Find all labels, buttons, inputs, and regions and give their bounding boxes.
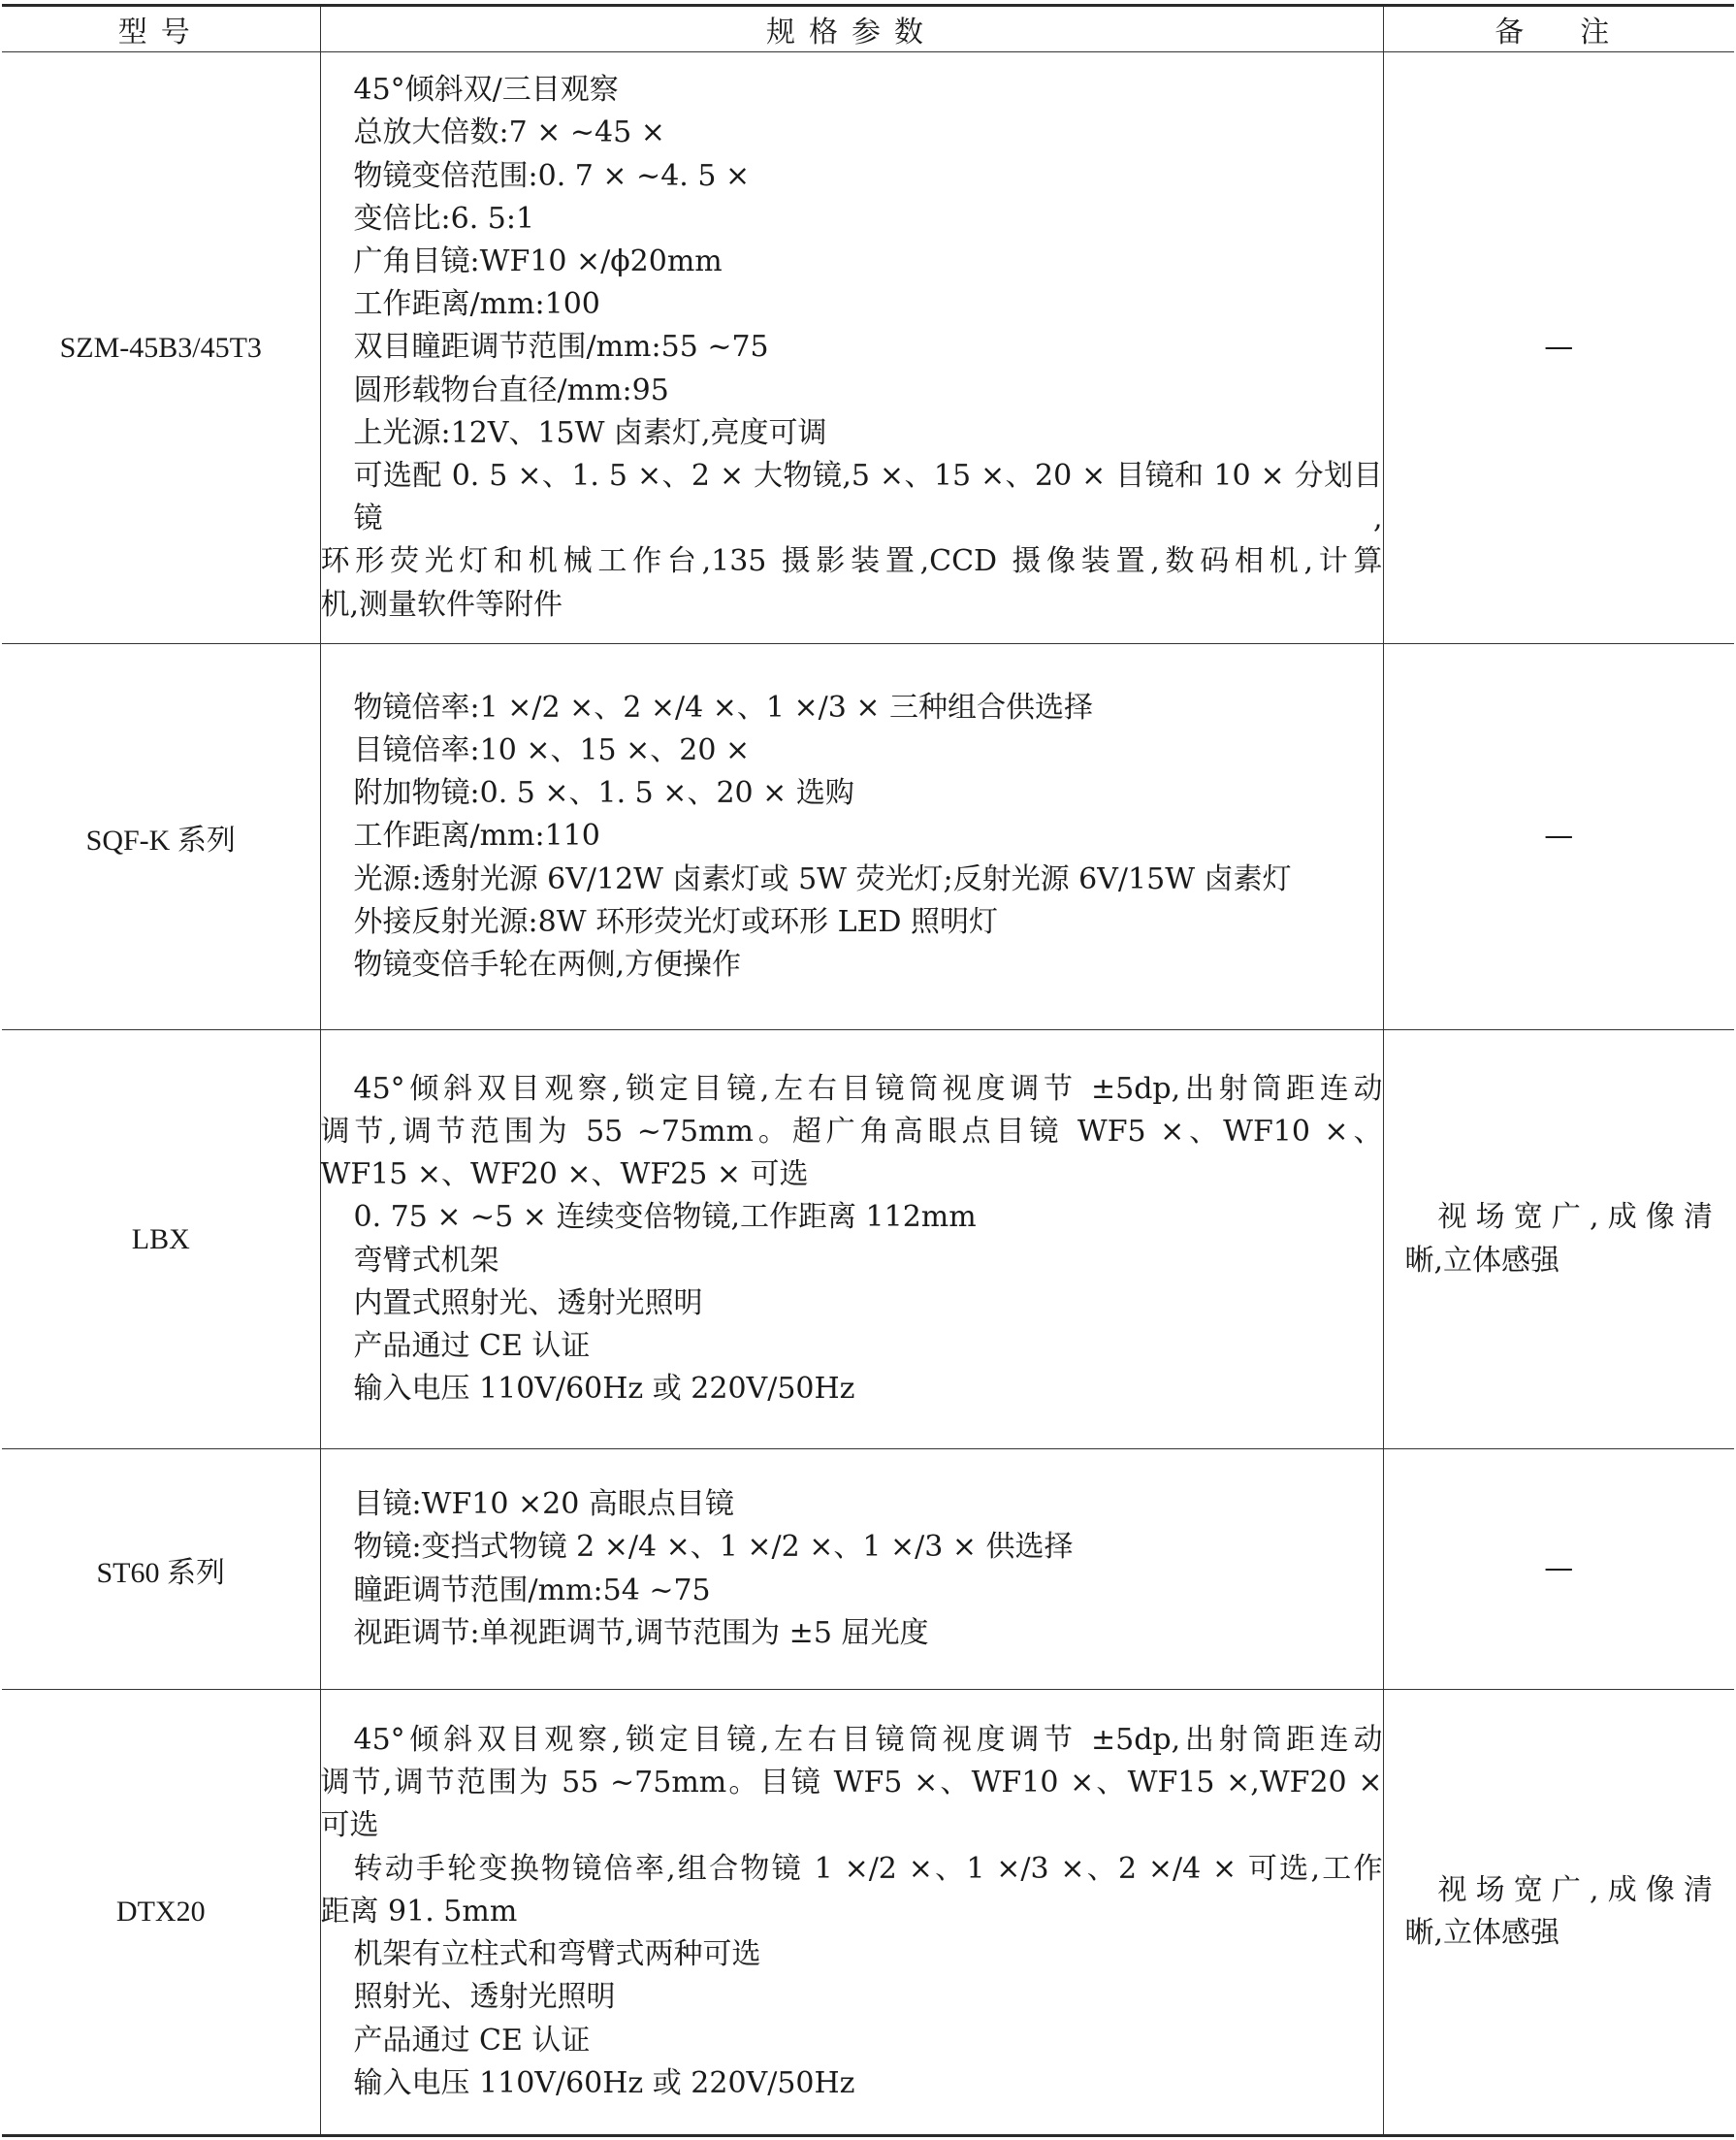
- header-remark: 备 注: [1383, 6, 1734, 52]
- spec-line: 照射光、透射光照明: [353, 1980, 616, 2015]
- remark-line: 视场宽广,成像清: [1437, 1200, 1713, 1235]
- spec-line: 附加物镜:0. 5 ×、1. 5 ×、20 × 选购: [353, 776, 854, 811]
- table-row: [2, 1449, 1734, 1690]
- spec-cell: [320, 1449, 1383, 1690]
- spec-line: 物镜变倍手轮在两侧,方便操作: [353, 948, 742, 982]
- spec-line: 调节,调节范围为 55 ~75mm。目镜 WF5 ×、WF10 ×、WF15 ×,WF20 ×: [320, 1766, 1383, 1800]
- spec-line: 上光源:12V、15W 卤素灯,亮度可调: [353, 415, 827, 450]
- spec-line: 光源:透射光源 6V/12W 卤素灯或 5W 荧光灯;反射光源 6V/15W 卤素灯: [353, 861, 1292, 896]
- remark-line: 晰,立体感强: [1404, 1916, 1560, 1950]
- spec-line: 转动手轮变换物镜倍率,组合物镜 1 ×/2 ×、1 ×/3 ×、2 ×/4 × 可选,工作: [353, 1851, 1383, 1886]
- remark-line: 晰,立体感强: [1404, 1243, 1560, 1278]
- remark-cell: —: [1383, 1449, 1734, 1690]
- spec-cell: [320, 1690, 1383, 2136]
- spec-line: 视距调节:单视距调节,调节范围为 ±5 屈光度: [353, 1615, 929, 1650]
- spec-line: 可选: [320, 1808, 379, 1843]
- spec-line: 工作距离/mm:100: [353, 287, 600, 322]
- spec-line: 总放大倍数:7 × ~45 ×: [353, 115, 665, 150]
- spec-line: 45°倾斜双目观察,锁定目镜,左右目镜筒视度调节 ±5dp,出射筒距连动: [353, 1071, 1383, 1106]
- remark-cell: —: [1383, 52, 1734, 644]
- spec-line: 目镜倍率:10 ×、15 ×、20 ×: [353, 732, 751, 767]
- table-row: [2, 52, 1734, 644]
- spec-line: 可选配 0. 5 ×、1. 5 ×、2 × 大物镜,5 ×、15 ×、20 × 目镜和 10 × 分划目镜,: [353, 459, 1383, 536]
- spec-cell: [320, 1030, 1383, 1449]
- spec-line: 0. 75 × ~5 × 连续变倍物镜,工作距离 112mm: [353, 1200, 977, 1235]
- spec-table: [2, 4, 1734, 2137]
- spec-line: 瞳距调节范围/mm:54 ~75: [353, 1573, 711, 1607]
- remark-cell: [1383, 1030, 1734, 1449]
- spec-line: 输入电压 110V/60Hz 或 220V/50Hz: [353, 2065, 855, 2100]
- model-cell: DTX20: [2, 1690, 320, 2136]
- remark-cell: [1383, 1690, 1734, 2136]
- spec-line: 机架有立柱式和弯臂式两种可选: [353, 1937, 761, 1972]
- spec-line: 内置式照射光、透射光照明: [353, 1285, 703, 1320]
- table-row: [2, 1690, 1734, 2136]
- header-row: [2, 6, 1734, 52]
- spec-line: 机,测量软件等附件: [320, 587, 563, 622]
- spec-line: 双目瞳距调节范围/mm:55 ~75: [353, 330, 769, 365]
- remark-text: [1384, 1196, 1735, 1281]
- header-model: 型号: [2, 6, 320, 52]
- spec-line: 输入电压 110V/60Hz 或 220V/50Hz: [353, 1372, 855, 1407]
- remark-line: 视场宽广,成像清: [1437, 1872, 1713, 1907]
- table-row: [2, 1030, 1734, 1449]
- spec-line: 45°倾斜双/三目观察: [353, 73, 619, 108]
- spec-cell: [320, 52, 1383, 644]
- spec-line: 距离 91. 5mm: [320, 1894, 518, 1929]
- spec-line: 45°倾斜双目观察,锁定目镜,左右目镜筒视度调节 ±5dp,出射筒距连动: [353, 1723, 1383, 1758]
- spec-line: 环形荧光灯和机械工作台,135 摄影装置,CCD 摄像装置,数码相机,计算: [320, 544, 1383, 579]
- spec-line: 产品通过 CE 认证: [353, 2023, 591, 2058]
- table-row: [2, 644, 1734, 1030]
- spec-line: 弯臂式机架: [353, 1243, 499, 1278]
- spec-line: 外接反射光源:8W 环形荧光灯或环形 LED 照明灯: [353, 904, 999, 939]
- spec-line: 调节,调节范围为 55 ~75mm。超广角高眼点目镜 WF5 ×、WF10 ×、: [320, 1114, 1383, 1149]
- model-cell: SZM-45B3/45T3: [2, 52, 320, 644]
- spec-line: 工作距离/mm:110: [353, 819, 600, 854]
- model-cell: SQF-K 系列: [2, 644, 320, 1030]
- model-cell: ST60 系列: [2, 1449, 320, 1690]
- spec-line: 广角目镜:WF10 ×/ϕ20mm: [353, 243, 723, 278]
- spec-line: 物镜倍率:1 ×/2 ×、2 ×/4 ×、1 ×/3 × 三种组合供选择: [353, 690, 1094, 725]
- spec-line: 变倍比:6. 5:1: [353, 201, 535, 236]
- header-spec: 规格参数: [320, 6, 1383, 52]
- model-cell: LBX: [2, 1030, 320, 1449]
- spec-cell: [320, 644, 1383, 1030]
- spec-line: 物镜:变挡式物镜 2 ×/4 ×、1 ×/2 ×、1 ×/3 × 供选择: [353, 1530, 1074, 1565]
- spec-line: 物镜变倍范围:0. 7 × ~4. 5 ×: [353, 158, 751, 193]
- remark-cell: —: [1383, 644, 1734, 1030]
- spec-line: 产品通过 CE 认证: [353, 1328, 591, 1363]
- spec-line: 圆形载物台直径/mm:95: [353, 373, 669, 407]
- spec-line: WF15 ×、WF20 ×、WF25 × 可选: [320, 1157, 809, 1192]
- spec-line: 目镜:WF10 ×20 高眼点目镜: [353, 1487, 734, 1522]
- remark-text: [1384, 1869, 1735, 1955]
